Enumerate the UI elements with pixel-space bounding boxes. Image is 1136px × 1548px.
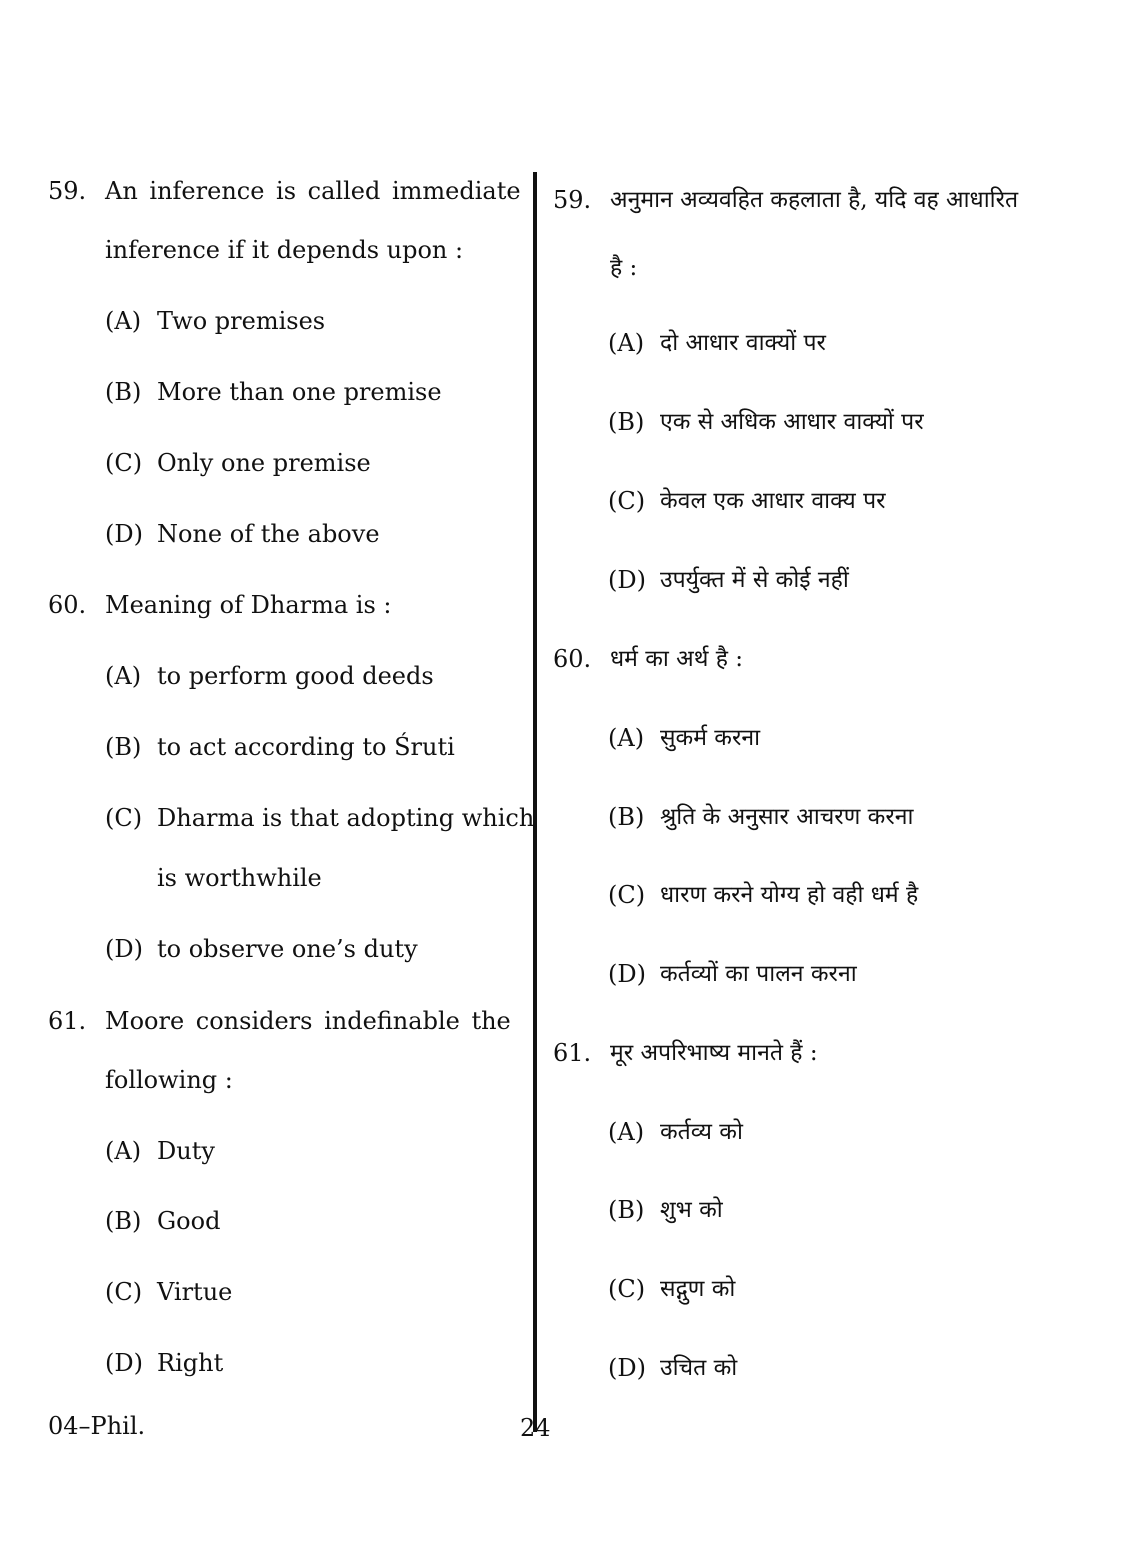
option-d bbox=[105, 519, 380, 549]
option-label: (B) bbox=[608, 803, 645, 831]
option-text: उपर्युक्त में से कोई नहीं bbox=[660, 567, 849, 593]
option-text: Only one premise bbox=[157, 449, 371, 477]
option-c bbox=[608, 880, 919, 910]
question-60-hi bbox=[553, 644, 743, 674]
option-label: (C) bbox=[608, 1275, 646, 1303]
option-text: Duty bbox=[157, 1137, 215, 1165]
option-text: More than one premise bbox=[157, 378, 442, 406]
page-number: 24 bbox=[520, 1414, 551, 1442]
option-b bbox=[105, 732, 455, 762]
question-text: मूर अपरिभाष्य मानते हैं : bbox=[610, 1040, 818, 1066]
question-text: Moore considers indefinable the bbox=[105, 1007, 511, 1035]
option-text: केवल एक आधार वाक्य पर bbox=[660, 488, 886, 514]
option-text-cont: is worthwhile bbox=[157, 864, 322, 892]
option-text: to observe one’s duty bbox=[157, 935, 418, 963]
column-divider bbox=[533, 172, 537, 1432]
option-text: धारण करने योग्य हो वही धर्म है bbox=[660, 882, 919, 908]
option-text: उचित को bbox=[660, 1355, 738, 1381]
option-a bbox=[608, 723, 761, 753]
option-text: दो आधार वाक्यों पर bbox=[660, 330, 826, 356]
question-text: धर्म का अर्थ है : bbox=[610, 646, 743, 672]
question-60-en bbox=[48, 590, 392, 620]
option-c bbox=[105, 803, 535, 833]
option-label: (D) bbox=[105, 520, 143, 548]
option-a bbox=[105, 306, 326, 336]
option-a bbox=[608, 1117, 743, 1147]
option-label: (D) bbox=[608, 1354, 646, 1382]
option-label: (A) bbox=[105, 307, 142, 335]
option-a bbox=[105, 661, 434, 691]
option-d bbox=[105, 934, 418, 964]
option-b bbox=[105, 1206, 221, 1236]
question-number: 61. bbox=[553, 1039, 592, 1067]
option-text: Virtue bbox=[157, 1278, 233, 1306]
option-label: (B) bbox=[105, 378, 142, 406]
option-d bbox=[608, 959, 857, 989]
option-c bbox=[608, 1274, 736, 1304]
option-b bbox=[105, 377, 442, 407]
option-c bbox=[105, 448, 371, 478]
option-b bbox=[608, 1195, 723, 1225]
option-label: (A) bbox=[608, 329, 645, 357]
paper-code: 04–Phil. bbox=[48, 1412, 146, 1440]
option-label: (B) bbox=[608, 408, 645, 436]
option-label: (C) bbox=[105, 1278, 143, 1306]
option-d bbox=[608, 565, 849, 595]
option-label: (B) bbox=[105, 733, 142, 761]
question-text-cont: following : bbox=[105, 1066, 233, 1094]
option-label: (C) bbox=[105, 804, 143, 832]
question-number: 59. bbox=[48, 177, 87, 205]
option-text: शुभ को bbox=[660, 1197, 723, 1223]
question-number: 60. bbox=[553, 645, 592, 673]
question-61-hi bbox=[553, 1038, 818, 1068]
option-text: सुकर्म करना bbox=[660, 725, 761, 751]
question-61-en bbox=[48, 1006, 511, 1036]
question-number: 60. bbox=[48, 591, 87, 619]
option-label: (C) bbox=[105, 449, 143, 477]
option-a bbox=[608, 328, 826, 358]
question-text-cont: inference if it depends upon : bbox=[105, 236, 464, 264]
option-label: (A) bbox=[608, 1118, 645, 1146]
question-text-cont: है : bbox=[610, 255, 638, 281]
option-label: (A) bbox=[105, 662, 142, 690]
option-label: (D) bbox=[608, 960, 646, 988]
option-text: एक से अधिक आधार वाक्यों पर bbox=[660, 409, 924, 435]
option-label: (C) bbox=[608, 487, 646, 515]
option-label: (C) bbox=[608, 881, 646, 909]
option-text: कर्तव्यों का पालन करना bbox=[660, 961, 857, 987]
option-d bbox=[608, 1353, 738, 1383]
option-text: श्रुति के अनुसार आचरण करना bbox=[660, 804, 914, 830]
option-label: (B) bbox=[105, 1207, 142, 1235]
question-number: 59. bbox=[553, 186, 592, 214]
option-text: Two premises bbox=[157, 307, 326, 335]
option-c bbox=[608, 486, 886, 516]
option-text: None of the above bbox=[157, 520, 380, 548]
option-label: (A) bbox=[105, 1137, 142, 1165]
question-number: 61. bbox=[48, 1007, 87, 1035]
option-b bbox=[608, 407, 924, 437]
question-59-en bbox=[48, 176, 521, 206]
option-label: (A) bbox=[608, 724, 645, 752]
option-c bbox=[105, 1277, 233, 1307]
option-b bbox=[608, 802, 914, 832]
question-text: अनुमान अव्यवहित कहलाता है, यदि वह आधारित bbox=[610, 187, 1019, 213]
option-text: to perform good deeds bbox=[157, 662, 434, 690]
option-text: सद्गुण को bbox=[660, 1276, 736, 1302]
option-text: Dharma is that adopting which bbox=[157, 804, 535, 832]
option-label: (D) bbox=[105, 1349, 143, 1377]
option-label: (D) bbox=[608, 566, 646, 594]
option-a bbox=[105, 1136, 215, 1166]
option-text: Right bbox=[157, 1349, 224, 1377]
question-text: An inference is called immediate bbox=[105, 177, 521, 205]
option-label: (D) bbox=[105, 935, 143, 963]
option-label: (B) bbox=[608, 1196, 645, 1224]
option-text: to act according to Śruti bbox=[157, 733, 455, 761]
question-text: Meaning of Dharma is : bbox=[105, 591, 392, 619]
option-text: Good bbox=[157, 1207, 221, 1235]
option-d bbox=[105, 1348, 224, 1378]
question-59-hi bbox=[553, 185, 1019, 215]
option-text: कर्तव्य को bbox=[660, 1119, 743, 1145]
